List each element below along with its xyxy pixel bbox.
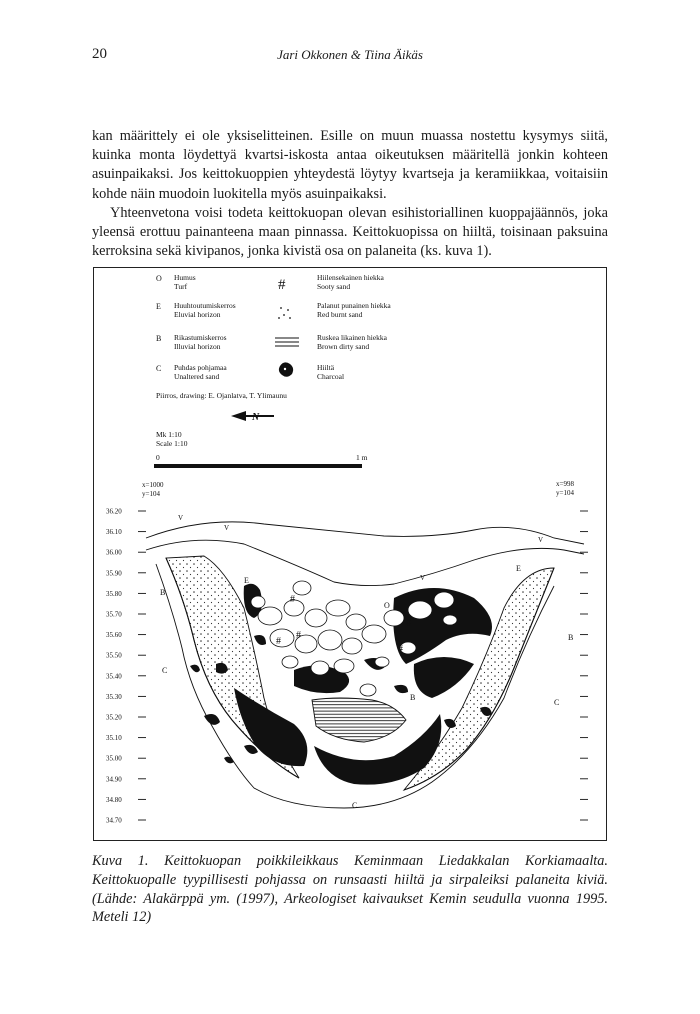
elevation-label: 35.50 — [106, 651, 122, 660]
scale-block — [154, 430, 368, 468]
page-header — [92, 46, 608, 66]
legend-key-e: E — [156, 302, 161, 311]
coord-right-x: x=998 — [556, 480, 574, 488]
label-c-right: C — [554, 698, 560, 707]
body-text — [92, 127, 608, 261]
coord-left-x: x=1000 — [142, 481, 164, 489]
scale-fi: Mk 1:10 — [156, 430, 182, 439]
label-hash-4: # — [398, 644, 403, 655]
label-b-left: B — [160, 588, 166, 597]
legend-fi-e: Huuhtoutumiskerros — [174, 301, 236, 310]
label-v-4: V — [538, 536, 544, 544]
scale-en: Scale 1:10 — [156, 439, 188, 448]
legend-key-o: O — [156, 274, 162, 283]
scale-bar — [154, 464, 362, 468]
hatched-zone — [312, 698, 406, 742]
coord-right-y: y=104 — [556, 489, 574, 497]
legend-fi-o: Humus — [174, 273, 196, 282]
label-b-center: B — [410, 693, 416, 702]
label-hash-3: # — [406, 618, 411, 629]
legend-fi-b: Rikastumiskerros — [174, 333, 227, 342]
north-label: N — [252, 412, 260, 423]
symbol-en-burnt: Red burnt sand — [317, 310, 363, 319]
coordinates — [142, 480, 574, 498]
page-number: 20 — [92, 46, 107, 62]
legend-key-b: B — [156, 334, 162, 343]
elevation-label: 35.30 — [106, 692, 122, 701]
cross-section-body — [146, 511, 588, 820]
elevation-label: 35.20 — [106, 713, 122, 722]
brown-dirty-sand-icon — [275, 338, 299, 346]
right-ticks — [580, 511, 588, 820]
paragraph-1: kan määrittely ei ole yksiselitteinen. Esille on muun muassa nostettu kysymys siitä, kuinka monta löydettyä kvartsi-iskosta antaa oikeutuksen määritellä jonkin kohteen asuinpaikaksi. Jos keittokuoppien yhteydestä löytyy kvartseja ja keramiikkaa, voitaisiin kohde näin muodoin luokitella myös asuinpaikaksi. — [92, 128, 608, 202]
running-head: Jari Okkonen & Tiina Äikäs — [277, 47, 423, 62]
elevation-label: 35.00 — [106, 754, 122, 763]
label-e-right: E — [516, 564, 521, 573]
label-hash-1: # — [290, 594, 295, 605]
legend-fi-c: Puhdas pohjamaa — [174, 363, 227, 372]
label-v-2: V — [224, 524, 230, 532]
symbol-en-sooty: Sooty sand — [317, 282, 351, 291]
legend-en-e: Eluvial horizon — [174, 310, 221, 319]
elevation-label: 35.90 — [106, 569, 122, 578]
cross-section-drawing — [94, 268, 606, 840]
figure-caption: Kuva 1. Keittokuopan poikkileikkaus Keminmaan Liedakkalan Korkiamaalta. Keittokuopalle tyypillisesti pohjassa on runsaasti hiiltä ja sirpaleiksi palaneita kiviä. (Lähde: Alakärppä ym. (1997), Arkeologiset kaivaukset Kemin seudulla vuonna 1995. Meteli 12) — [92, 853, 608, 926]
cross-section-figure — [93, 267, 607, 841]
label-b-right: B — [568, 633, 574, 642]
elevation-label: 34.80 — [106, 795, 122, 804]
elevation-label: 35.40 — [106, 672, 122, 681]
scalebar-end: 1 m — [356, 453, 368, 462]
symbol-en-charcoal: Charcoal — [317, 372, 345, 381]
legend-en-b: Illuvial horizon — [174, 342, 221, 351]
coord-left-y: y=104 — [142, 490, 160, 498]
label-v-1: V — [178, 514, 184, 522]
elevation-label: 34.70 — [106, 816, 122, 825]
elevation-axis — [106, 508, 146, 825]
label-c-bottom: C — [352, 801, 358, 810]
drawing-credit: Piirros, drawing: E. Ojanlatva, T. Ylimaunu — [156, 391, 287, 400]
elevation-label: 36.10 — [106, 528, 122, 537]
elevation-label: 36.00 — [106, 548, 122, 557]
elevation-label: 34.90 — [106, 775, 122, 784]
symbol-fi-dirty: Ruskea likainen hiekka — [317, 333, 387, 342]
north-arrow — [231, 411, 274, 423]
label-e-left: E — [244, 576, 249, 585]
symbol-en-dirty: Brown dirty sand — [317, 342, 370, 351]
symbol-fi-sooty: Hiilensekainen hiekka — [317, 273, 384, 282]
label-hash-2: # — [296, 630, 301, 641]
sooty-sand-icon: # — [278, 277, 286, 293]
charcoal-icon — [279, 362, 293, 376]
symbol-fi-charcoal: Hiiltä — [317, 363, 335, 372]
elevation-label: 35.60 — [106, 631, 122, 640]
elevation-label: 35.70 — [106, 610, 122, 619]
red-burnt-sand-icon — [278, 307, 291, 319]
scalebar-start: 0 — [156, 453, 160, 462]
label-v-3: V — [420, 574, 426, 582]
label-o: O — [384, 601, 390, 610]
elevation-label: 36.20 — [106, 507, 122, 516]
label-c-left: C — [162, 666, 168, 675]
legend-en-c: Unaltered sand — [174, 372, 220, 381]
elevation-label: 35.10 — [106, 734, 122, 743]
paragraph-2: Yhteenvetona voisi todeta keittokuopan olevan esihistoriallinen kuoppajäännös, joka yleensä erottuu painanteena maan pinnassa. Keittokuopissa on hiiltä, toisinaan paksuina kerroksina sekä kivipanos, jonka kivistä osa on palaneita (ks. kuva 1). — [92, 204, 608, 260]
legend-key-c: C — [156, 364, 162, 373]
legend-en-o: Turf — [174, 282, 188, 291]
legend — [156, 273, 391, 400]
symbol-fi-burnt: Palanut punainen hiekka — [317, 301, 391, 310]
label-hash-5: # — [276, 636, 281, 647]
elevation-label: 35.80 — [106, 589, 122, 598]
